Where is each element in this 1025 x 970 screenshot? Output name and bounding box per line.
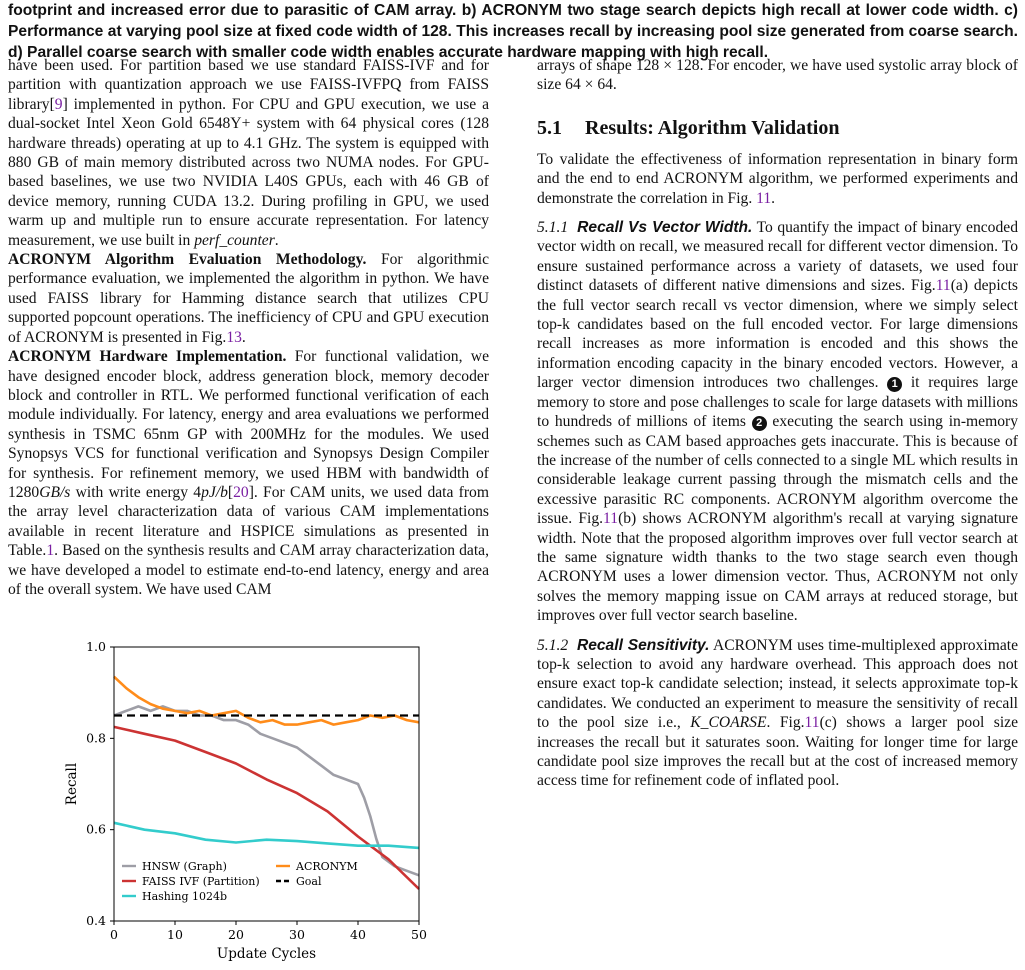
y-tick-label: 1.0	[86, 639, 106, 654]
x-tick-label: 30	[289, 927, 305, 942]
paragraph-heading: ACRONYM Hardware Implementation.	[8, 348, 287, 366]
x-tick-label: 0	[110, 927, 118, 942]
paragraph-recall-sensitivity: 5.1.2 Recall Sensitivity. ACRONYM uses time-multiplexed approximate top-k selection to avoid any hardware overhead. This approach does not ensure exact top-k candidate selection; instead, it selects approximate top-k candidates. We conducted an experiment to measure the sensitivity of recall to the pool size i.e., K_COARSE. Fig.11(c) shows a larger pool size increases the recall but it saturates soon. Waiting for longer time for large candidate pool size improves the recall but at the cost of increased memory access time for refinement code of inflated pool.	[537, 636, 1019, 790]
table-link[interactable]: 1	[46, 542, 55, 560]
paragraph-cam-arrays: arrays of shape 128 × 128. For encoder, we have used systolic array block of size 64 × 64.	[537, 57, 1018, 94]
y-tick-label: 0.8	[86, 730, 106, 746]
x-tick-label: 20	[228, 927, 244, 942]
subsection-title: Recall Vs Vector Width.	[577, 219, 753, 237]
paragraph-heading: ACRONYM Algorithm Evaluation Methodology.	[8, 251, 367, 269]
paragraph-results-intro: To validate the effectiveness of information representation in binary form and the end to end ACRONYM algorithm, we performed experiments and demonstrate the correlation in Fig. 11.	[537, 150, 1018, 207]
figure-link[interactable]: 11	[756, 189, 772, 207]
paragraph-recall-vs-width: 5.1.1 Recall Vs Vector Width. To quantify the impact of binary encoded vector width on recall, we measured recall for different vector dimension. To ensure sustained performance across a variety of datasets, we used four distinct datasets of different native dimensions and sizes. Fig.11(a) depicts the full vector search recall vs vector dimension, where we simply select top-k candidates based on the full encoded vector. For large dimensions recall increases as more information is encoded and this shows the information encoding capacity in the binary encoded vectors. However, a larger vector dimension introduces two challenges. 1 it requires large memory to store and pose challenges to scale for large datasets with millions to hundreds of millions of items 2 executing the search using in-memory schemes such as CAM based approaches gets inaccurate. This is because of the increase of the number of cells connected to a single ML which results in considerable leakage current passing through the mismatch cells and the excessive parasitic RC components. ACRONYM algorithm overcome the issue. Fig.11(b) shows ACRONYM algorithm's recall at varying signature width. Note that the proposed algorithm improves over full vector search at the same signature width thanks to the two stage search even though ACRONYM uses a lower dimension vector. Thus, ACRONYM not only solves the memory mapping issue on CAM arrays at reduced storage, but improves over full vector search baseline.	[537, 219, 1019, 625]
recall-line-chart	[30, 626, 440, 970]
series-line-hnsw-graph-	[114, 706, 419, 875]
numbered-circle-icon: 2	[752, 416, 767, 431]
legend-label: HNSW (Graph)	[142, 860, 227, 873]
citation-link[interactable]: 9	[54, 95, 63, 113]
paragraph-algorithm-methodology: ACRONYM Algorithm Evaluation Methodology. For algorithmic performance evaluation, we implemented the algorithm in python. We have used FAISS library for Hamming distance search that utilizes CPU supported popcount operations. The inefficiency of CPU and GPU execution of ACRONYM is presented in Fig.13.	[8, 251, 489, 346]
paragraph-experimental-setup: have been used. For partition based we use standard FAISS-IVF and for partition with quantization approach we use FAISS-IVFPQ from FAISS library[9] implemented in python. For CPU and GPU execution, we use a dual-socket Intel Xeon Gold 6548Y+ system with 64 physical cores (128 hardware threads) operating at up to 4.1 GHz. The system is equipped with 880 GB of main memory distributed across two NUMA nodes. For GPU-based baselines, we use two NVIDIA L40S GPUs, each with 46 GB of device memory, running CUDA 13.2. During profiling in GPU, we used warm up and multiple run to ensure accurate representation. For latency measurement, we use built in perf_counter.	[8, 57, 489, 249]
subsection-title: Recall Sensitivity.	[576, 636, 710, 654]
x-tick-label: 40	[350, 927, 366, 942]
citation-link[interactable]: 20	[233, 483, 249, 501]
figure-link[interactable]: 11	[804, 714, 820, 732]
legend-label: ACRONYM	[296, 860, 358, 873]
series-line-acronym	[114, 677, 419, 725]
left-column	[8, 56, 489, 599]
section-heading: 5.1 Results: Algorithm Validation	[537, 116, 840, 139]
legend-label: Goal	[296, 875, 322, 888]
paragraph-hardware-implementation: ACRONYM Hardware Implementation. For functional validation, we have designed encoder block, address generation block, memory decoder block and controller in RTL. We performed functional verification of each module individually. For latency, energy and area evaluations we performed synthesis in TSMC 65nm GP with 200MHz for the modules. We used Synopsys VCS for functional verification and Synopsys Design Compiler for synthesis. For refinement memory, we used HBM with bandwidth of 1280GB/s with write energy 4pJ/b[20]. For CAM units, we used data from the array level characterization data of various CAM implementations available in recent literature and HSPICE simulations as presented in Table.1. Based on the synthesis results and CAM array characterization data, we have developed a model to estimate end-to-end latency, energy and area of the overall system. We have used CAM	[8, 348, 489, 598]
y-tick-label: 0.4	[86, 913, 106, 928]
legend-label: Hashing 1024b	[142, 890, 228, 903]
y-axis-label: Recall	[64, 762, 80, 806]
x-tick-label: 10	[167, 927, 183, 942]
y-tick-label: 0.6	[86, 821, 106, 837]
figure-link[interactable]: 13	[226, 328, 242, 346]
numbered-circle-icon: 1	[887, 377, 902, 392]
right-column	[537, 56, 1018, 791]
figure-link[interactable]: 11	[935, 277, 951, 295]
x-axis-label: Update Cycles	[216, 946, 317, 962]
figure-link[interactable]: 11	[603, 510, 619, 528]
legend-label: FAISS IVF (Partition)	[142, 875, 260, 888]
x-tick-label: 50	[411, 927, 427, 942]
figure-caption: footprint and increased error due to parasitic of CAM array. b) ACRONYM two stage search depicts high recall at lower code width. c) Performance at varying pool size at fixed code width of 128. This increases recall by increasing pool size generated from coarse search. d) Parallel coarse search with smaller code width enables accurate hardware mapping with high recall.	[8, 2, 1018, 61]
